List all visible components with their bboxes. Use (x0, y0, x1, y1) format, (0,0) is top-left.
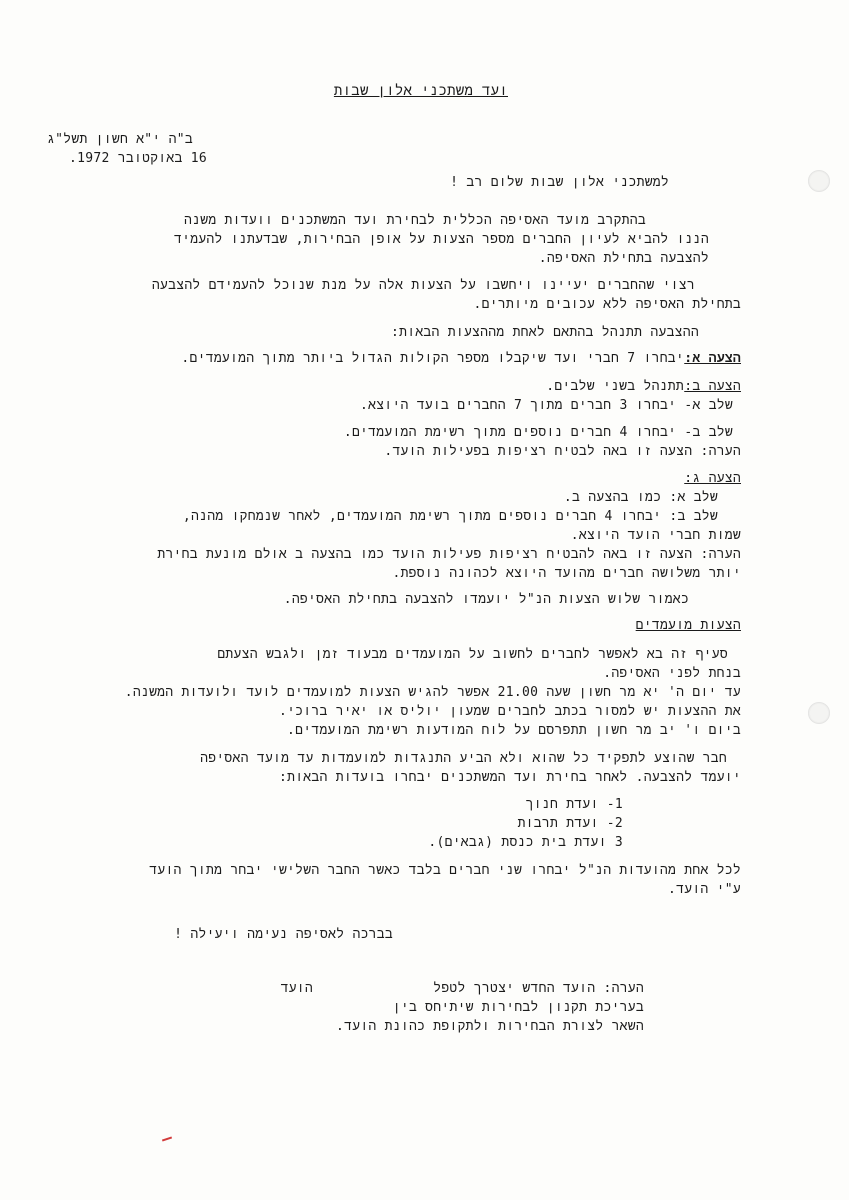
footnote-line-3: השאר לצורת הבחירות ולתקופת כהונת הועד. (335, 1019, 644, 1034)
closing-line-1: לכל אחת מהועדות הנ"ל יבחרו שני חברים בלבד כאשר החבר השלישי יבחר מתוך הועד (149, 863, 741, 878)
candidates-p4: ביום ו' יב מר חשון תתפרסם על לוח המודעות רשימת המועמדים. (287, 723, 741, 738)
proposal-b-step-1: שלב א- יבחרו 3 חברים מתוך 7 החברים בועד היוצא. (359, 398, 733, 413)
proposal-b-note: הערה: הצעה זו באה לבטיח רציפות בפעילות הועד. (384, 444, 741, 459)
proposal-b-step-2: שלב ב- יבחרו 4 חברים נוספים מתוך רשימת המועמדים. (343, 425, 733, 440)
proposal-b-label: הצעה ב: (684, 379, 741, 394)
gregorian-date: 16 באוקטובר 1972. (69, 151, 207, 166)
candidates-p5-line-1: חבר שהוצע לתפקיד כל שהוא ולא הביע התנגדות למועמדות עד מועד האסיפה (200, 751, 727, 766)
candidates-p1-line-1: סעיף זה בא לאפשר לחברים לחשוב על המועמדים מבעוד זמן ולגבש הצעתם (217, 647, 728, 662)
committee-3: 3 ועדת בית כנסת (גבאים). (428, 835, 623, 850)
candidates-p1-line-2: בנחת לפני האסיפה. (603, 666, 741, 681)
punch-hole-top (808, 170, 830, 192)
proposal-c-note-1: הערה: הצעה זו באה להבטיח רציפות פעילות הועד כמו בהצעה ב אולם מונעת בחירת (157, 547, 741, 562)
hebrew-date: ב"ה י"א חשון תשל"ג (47, 132, 193, 147)
proposal-c-step-1: שלב א: כמו בהצעה ב. (563, 490, 718, 505)
request-line-1: רצוי שהחברים יעיינו ויחשבו על הצעות אלה על מנת שנוכל להעמידם להצבעה (151, 278, 695, 293)
red-pen-mark (162, 1137, 172, 1142)
proposal-b-text: תתנהל בשני שלבים. (546, 379, 684, 394)
candidates-p2: עד יום ה' יא מר חשון שעה 21.00 אפשר להגיש הצעות למועמדים לועד ולועדות המשנה. (124, 685, 741, 700)
footnote-line-1: הערה: הועד החדש יצטרך לטפל (433, 981, 644, 996)
summary-line: כאמור שלוש הצעות הנ"ל יועמדו להצבעה בתחילת האסיפה. (283, 592, 689, 607)
closing-line-2: ע"י הועד. (668, 882, 741, 897)
proposal-c-note-2: יותר משלושה חברים מהועד היוצא לכהונה נוספת. (392, 566, 741, 581)
candidates-p3: את ההצעות יש למסור בכתב לחברים שמעון יוליס או יאיר ברוכי. (278, 704, 741, 719)
candidates-p5-line-2: יועמד להצבעה. לאחר בחירת ועד המשתכנים יבחרו בועדות הבאות: (278, 770, 741, 785)
intro-line-3: להצבעה בתחילת האסיפה. (538, 251, 709, 266)
letterhead: ועד משתכני אלון שבות (333, 83, 508, 99)
proposal-a-text: יבחרו 7 חברי ועד שיקבלו מספר הקולות הגדול ביותר מתוך המועמדים. (181, 351, 684, 366)
greeting: למשתכני אלון שבות שלום רב ! (450, 175, 669, 190)
intro-line-1: בהתקרב מועד האסיפה הכללית לבחירת ועד המשתכנים וועדות משנה (184, 213, 646, 228)
footnote-line-2: בעריכת תקנון לבחירות שיתיחס בין (392, 1000, 644, 1015)
proposal-c-label: הצעה ג: (684, 471, 741, 486)
committee-1: 1- ועדת חנוך (525, 797, 623, 812)
vote-intro: ההצבעה תתנהל בהתאם לאחת מההצעות הבאות: (390, 325, 699, 340)
proposal-c-step-2: שלב ב: יבחרו 4 חברים נוספים מתוך רשימת המועמדים, לאחר שנמחקו מהנה, (182, 509, 718, 524)
blessing: בברכה לאסיפה נעימה ויעילה ! (174, 927, 393, 942)
intro-line-2: הננו להביא לעיון החברים מספר הצעות על אופן הבחירות, שבדעתנו להעמיד (174, 232, 709, 247)
committee-2: 2- ועדת תרבות (517, 816, 623, 831)
signature: הועד (280, 981, 313, 996)
request-line-2: בתחילת האסיפה ללא עכובים מיותרים. (473, 297, 741, 312)
proposal-a-label: הצעה א: (684, 351, 741, 366)
punch-hole-bottom (808, 702, 830, 724)
candidates-heading: הצעות מועמדים (635, 618, 741, 633)
proposal-c-step-2-cont: שמות חברי הועד היוצא. (570, 528, 741, 543)
